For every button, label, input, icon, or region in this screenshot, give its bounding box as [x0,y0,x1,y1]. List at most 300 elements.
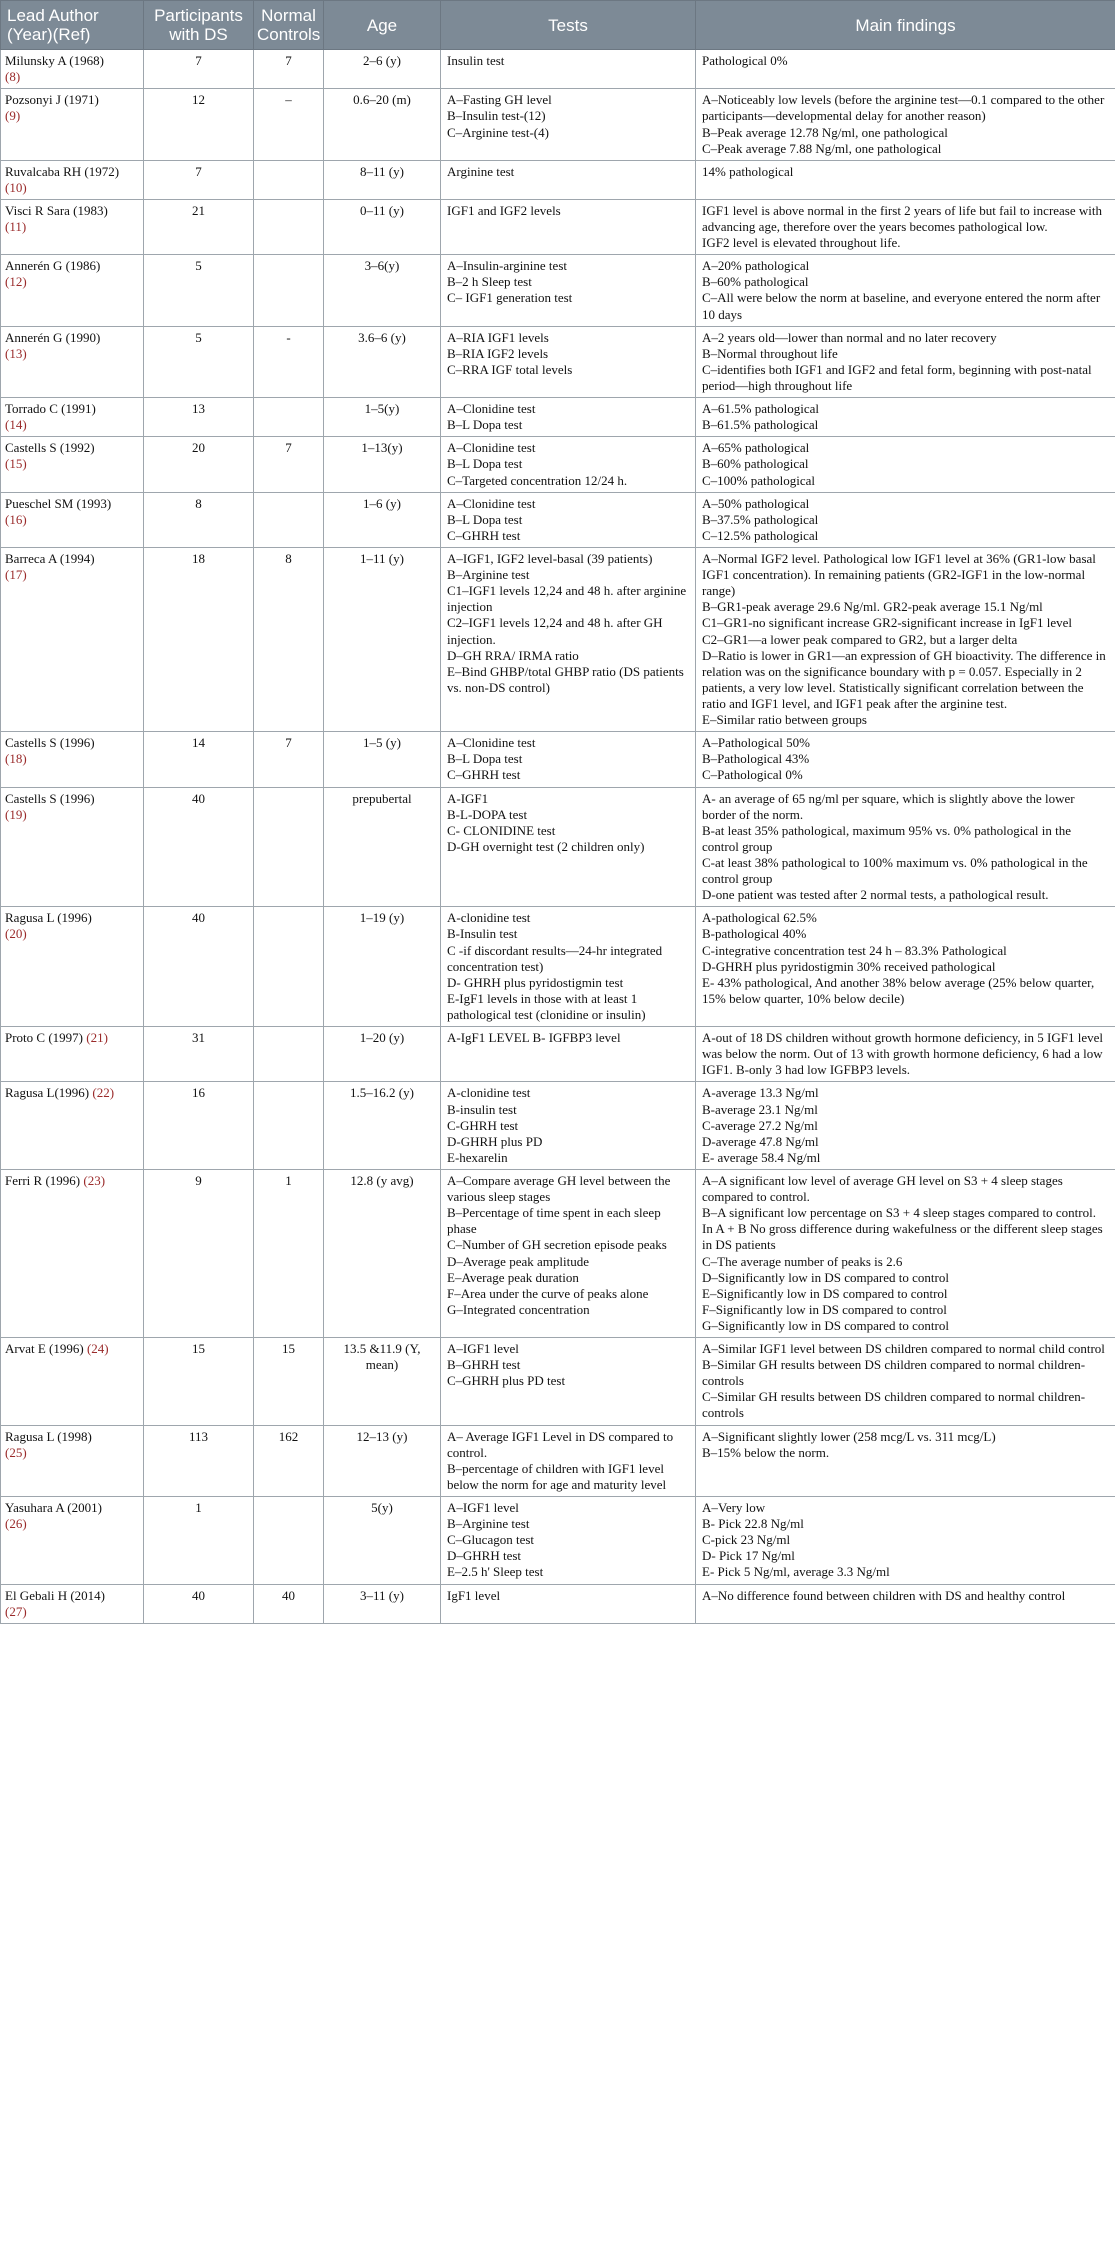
cell-controls [254,787,324,907]
cell-controls: 8 [254,548,324,732]
reference-link: (8) [5,69,21,85]
cell-participants: 8 [144,492,254,547]
cell-author [1,907,144,1027]
cell-controls: 7 [254,437,324,492]
test-line: A–Clonidine test [447,401,536,417]
test-line: A–Insulin-arginine test [447,258,567,274]
finding-line: A- an average of 65 ng/ml per square, which is slightly above the lower border of the norm. [702,790,1075,822]
cell-findings [696,1497,1115,1585]
cell-tests [441,1497,696,1585]
test-line: C-GHRH test [447,1117,519,1133]
cell-findings [696,787,1115,907]
test-line: A–IGF1, IGF2 level-basal (39 patients) [447,551,653,567]
author-name: Pozsonyi J (1971) [5,92,99,108]
test-line: C–Glucagon test [447,1532,535,1548]
finding-line: A–61.5% pathological [702,401,819,417]
test-line: C– IGF1 generation test [447,290,573,306]
table-row [1,50,1115,89]
table-row [1,1169,1115,1337]
reference-link: (23) [83,1172,106,1188]
test-line: F–Area under the curve of peaks alone [447,1285,649,1301]
cell-participants: 9 [144,1169,254,1337]
cell-author [1,1425,144,1496]
finding-line: C2–GR1—a lower peak compared to GR2, but a larger delta [702,631,1018,647]
cell-findings [696,1584,1115,1623]
test-line: A– Average IGF1 Level in DS compared to control. [447,1428,674,1460]
table-row [1,199,1115,254]
test-line: A–IGF1 level [447,1500,519,1516]
reference-link: (18) [5,751,27,767]
reference-link: (13) [5,345,27,361]
reference-link: (26) [5,1516,27,1532]
test-line: B-Insulin test [447,926,518,942]
test-line: B–Percentage of time spent in each sleep phase [447,1205,661,1237]
cell-participants: 13 [144,398,254,437]
test-line: B–Insulin test-(12) [447,108,546,124]
cell-author [1,160,144,199]
finding-line: A–Very low [702,1500,766,1516]
cell-participants: 7 [144,160,254,199]
test-line: E-hexarelin [447,1149,508,1165]
finding-line: C–Pathological 0% [702,767,803,783]
cell-age: 1–6 (y) [324,492,441,547]
cell-author [1,1584,144,1623]
cell-participants: 5 [144,255,254,326]
cell-controls: - [254,326,324,397]
cell-tests [441,492,696,547]
reference-link: (27) [5,1603,27,1619]
test-line: A–Compare average GH level between the various sleep stages [447,1172,671,1205]
cell-author [1,1497,144,1585]
test-line: B–L Dopa test [447,511,523,527]
table-row [1,1338,1115,1426]
cell-age: 3–11 (y) [324,1584,441,1623]
cell-findings [696,50,1115,89]
author-name: Barreca A (1994) [5,551,95,567]
cell-participants: 14 [144,732,254,787]
header-tests: Tests [441,1,696,50]
cell-controls [254,255,324,326]
cell-participants: 16 [144,1082,254,1170]
finding-line: B-at least 35% pathological, maximum 95% vs. 0% pathological in the control group [702,822,1071,854]
cell-controls [254,398,324,437]
cell-age: 1–11 (y) [324,548,441,732]
test-line: A-IgF1 LEVEL B- IGFBP3 level [447,1030,621,1046]
finding-line: A–Similar IGF1 level between DS children compared to normal child control [702,1341,1105,1357]
cell-tests [441,326,696,397]
cell-age: 1–19 (y) [324,907,441,1027]
cell-tests [441,1027,696,1082]
test-line: A–IGF1 level [447,1341,519,1357]
finding-line: A–Noticeably low levels (before the arginine test—0.1 compared to the other participants—developmental delay for another reason) [702,92,1105,124]
test-line: E–Bind GHBP/total GHBP ratio (DS patients vs. non-DS control) [447,663,684,695]
finding-line: A–20% pathological [702,258,810,274]
test-line: Arginine test [447,163,515,179]
cell-findings [696,548,1115,732]
finding-line: C-integrative concentration test 24 h – 83.3% Pathological [702,942,1007,958]
cell-author [1,255,144,326]
cell-author [1,89,144,160]
test-line: D- GHRH plus pyridostigmin test [447,974,624,990]
cell-participants: 40 [144,1584,254,1623]
cell-controls [254,160,324,199]
cell-controls [254,1082,324,1170]
test-line: E–Average peak duration [447,1269,579,1285]
table-row [1,398,1115,437]
finding-line: C–Peak average 7.88 Ng/ml, one pathological [702,140,942,156]
reference-link: (22) [92,1085,115,1101]
reference-link: (14) [5,417,27,433]
cell-findings [696,1338,1115,1426]
test-line: IGF1 and IGF2 levels [447,202,561,218]
test-line: A-clonidine test [447,910,531,926]
reference-link: (10) [5,179,27,195]
test-line: C–Targeted concentration 12/24 h. [447,472,628,488]
test-line: B–Arginine test [447,1516,530,1532]
cell-findings [696,1169,1115,1337]
test-line: IgF1 level [447,1587,501,1603]
author-name: Castells S (1996) [5,790,95,806]
author-name: Castells S (1992) [5,440,95,456]
cell-controls [254,1497,324,1585]
finding-line: A–A significant low level of average GH level on S3 + 4 sleep stages compared to control. [702,1172,1063,1205]
cell-tests [441,50,696,89]
cell-controls [254,1027,324,1082]
table-row [1,160,1115,199]
author-name: Annerén G (1986) [5,258,101,274]
table-row [1,1082,1115,1170]
cell-participants: 12 [144,89,254,160]
test-line: E-IgF1 levels in those with at least 1 pathological test (clonidine or insulin) [447,990,646,1022]
cell-controls [254,907,324,1027]
table-row [1,255,1115,326]
cell-findings [696,492,1115,547]
cell-controls: – [254,89,324,160]
test-line: B–percentage of children with IGF1 level below the norm for age and maturity level [447,1460,667,1492]
header-participants: Participants with DS [144,1,254,50]
cell-tests [441,1425,696,1496]
finding-line: E–Similar ratio between groups [702,712,867,728]
author-name: Yasuhara A (2001) [5,1500,102,1516]
table-row [1,787,1115,907]
cell-tests [441,548,696,732]
finding-line: E–Significantly low in DS compared to control [702,1285,948,1301]
test-line: C2–IGF1 levels 12,24 and 48 h. after GH injection. [447,615,663,647]
test-line: B-insulin test [447,1101,517,1117]
finding-line: E- 43% pathological, And another 38% below average (25% below quarter, 15% below quarter, 10% below decile) [702,974,1095,1006]
author-name: Ragusa L(1996) [5,1085,90,1101]
cell-author [1,732,144,787]
cell-tests [441,1584,696,1623]
finding-line: B–37.5% pathological [702,511,819,527]
cell-tests [441,1082,696,1170]
cell-participants: 7 [144,50,254,89]
cell-tests [441,907,696,1027]
cell-tests [441,199,696,254]
finding-line: A–Normal IGF2 level. Pathological low IGF1 level at 36% (GR1-low basal IGF1 concentration). In remaining patients (GR2-IGF1 in the low-normal range) [702,551,1096,599]
finding-line: D- Pick 17 Ng/ml [702,1548,795,1564]
cell-participants: 113 [144,1425,254,1496]
finding-line: A-average 13.3 Ng/ml [702,1085,819,1101]
cell-controls [254,199,324,254]
reference-link: (9) [5,108,21,124]
test-line: D-GHRH plus PD [447,1133,543,1149]
cell-findings [696,89,1115,160]
reference-link: (25) [5,1444,27,1460]
cell-age: 3.6–6 (y) [324,326,441,397]
test-line: B–RIA IGF2 levels [447,345,549,361]
finding-line: A–2 years old—lower than normal and no later recovery [702,329,997,345]
test-line: C–RRA IGF total levels [447,361,573,377]
finding-line: B–Peak average 12.78 Ng/ml, one pathological [702,124,948,140]
cell-age: 2–6 (y) [324,50,441,89]
test-line: B–L Dopa test [447,456,523,472]
cell-age: 12.8 (y avg) [324,1169,441,1337]
table-row [1,732,1115,787]
cell-findings [696,160,1115,199]
cell-age: 1–5 (y) [324,732,441,787]
finding-line: A–No difference found between children with DS and healthy control [702,1587,1066,1603]
table-row [1,1497,1115,1585]
test-line: A–RIA IGF1 levels [447,329,549,345]
test-line: D–GHRH test [447,1548,522,1564]
finding-line: A–65% pathological [702,440,810,456]
author-name: El Gebali H (2014) [5,1587,106,1603]
test-line: D–GH RRA/ IRMA ratio [447,647,579,663]
cell-controls [254,492,324,547]
author-name: Pueschel SM (1993) [5,495,112,511]
finding-line: C-average 27.2 Ng/ml [702,1117,818,1133]
cell-participants: 40 [144,787,254,907]
cell-participants: 31 [144,1027,254,1082]
cell-age: 0–11 (y) [324,199,441,254]
cell-participants: 21 [144,199,254,254]
test-line: C–GHRH test [447,527,521,543]
reference-link: (17) [5,567,27,583]
cell-age: 5(y) [324,1497,441,1585]
cell-tests [441,89,696,160]
finding-line: D–Significantly low in DS compared to control [702,1269,949,1285]
finding-line: B–15% below the norm. [702,1444,830,1460]
author-name: Annerén G (1990) [5,329,101,345]
cell-author [1,1169,144,1337]
finding-line: B–60% pathological [702,274,809,290]
test-line: B-L-DOPA test [447,806,528,822]
finding-line: B- Pick 22.8 Ng/ml [702,1516,804,1532]
finding-line: D-one patient was tested after 2 normal tests, a pathological result. [702,887,1049,903]
finding-line: IGF2 level is elevated throughout life. [702,235,901,251]
cell-controls: 40 [254,1584,324,1623]
cell-author [1,787,144,907]
finding-line: A-out of 18 DS children without growth hormone deficiency, in 5 IGF1 level was below the norm. Out of 13 with growth hormone deficiency, 6 had a low IGF1. B-only 3 had low IGFBP3 levels. [702,1030,1103,1078]
finding-line: B–Similar GH results between DS children compared to normal children- controls [702,1357,1086,1389]
cell-controls: 1 [254,1169,324,1337]
header-author: Lead Author (Year)(Ref) [1,1,144,50]
cell-findings [696,907,1115,1027]
finding-line: B–GR1-peak average 29.6 Ng/ml. GR2-peak average 15.1 Ng/ml [702,599,1043,615]
cell-age: 8–11 (y) [324,160,441,199]
cell-controls: 162 [254,1425,324,1496]
cell-findings [696,199,1115,254]
finding-line: A–Pathological 50% [702,735,810,751]
table-body [1,50,1115,1624]
cell-tests [441,255,696,326]
author-name: Milunsky A (1968) [5,53,104,69]
finding-line: C–Similar GH results between DS children compared to normal children- controls [702,1389,1086,1421]
test-line: A-IGF1 [447,790,489,806]
finding-line: B-pathological 40% [702,926,807,942]
table-row [1,89,1115,160]
author-name: Ragusa L (1998) [5,1428,92,1444]
cell-tests [441,1169,696,1337]
cell-findings [696,1425,1115,1496]
table-row [1,326,1115,397]
test-line: C1–IGF1 levels 12,24 and 48 h. after arginine injection [447,583,687,615]
cell-controls: 7 [254,50,324,89]
finding-line: C–identifies both IGF1 and IGF2 and fetal form, beginning with post-natal period—high throughout life [702,361,1092,394]
cell-age: 1–5(y) [324,398,441,437]
test-line: A–Clonidine test [447,440,536,456]
header-age: Age [324,1,441,50]
test-line: G–Integrated concentration [447,1301,590,1317]
cell-controls: 15 [254,1338,324,1426]
test-line: A-clonidine test [447,1085,531,1101]
finding-line: E- Pick 5 Ng/ml, average 3.3 Ng/ml [702,1564,890,1580]
cell-participants: 5 [144,326,254,397]
finding-line: G–Significantly low in DS compared to control [702,1317,949,1333]
finding-line: B–61.5% pathological [702,417,819,433]
finding-line: B–A significant low percentage on S3 + 4 sleep stages compared to control. In A + B No gross difference during wakefulness or the different sleep stages in DS patients [702,1205,1103,1253]
table-row [1,1584,1115,1623]
finding-line: C–12.5% pathological [702,527,819,543]
cell-findings [696,398,1115,437]
finding-line: A–Significant slightly lower (258 mcg/L vs. 311 mcg/L) [702,1428,996,1444]
cell-age: 0.6–20 (m) [324,89,441,160]
test-line: B–GHRH test [447,1357,521,1373]
reference-link: (15) [5,456,27,472]
cell-findings [696,255,1115,326]
cell-age: 13.5 &11.9 (Y, mean) [324,1338,441,1426]
test-line: B–Arginine test [447,567,530,583]
test-line: C–Number of GH secretion episode peaks [447,1237,667,1253]
author-name: Ruvalcaba RH (1972) [5,163,120,179]
test-line: D-GH overnight test (2 children only) [447,838,645,854]
header-controls: Normal Controls [254,1,324,50]
table-header [1,1,1115,50]
test-line: B–L Dopa test [447,417,523,433]
reference-link: (24) [86,1341,109,1357]
test-line: A–Clonidine test [447,735,536,751]
cell-author [1,1338,144,1426]
reference-link: (19) [5,806,27,822]
finding-line: C–The average number of peaks is 2.6 [702,1253,903,1269]
cell-participants: 40 [144,907,254,1027]
cell-age: 1–13(y) [324,437,441,492]
test-line: C–Arginine test-(4) [447,124,549,140]
finding-line: C-at least 38% pathological to 100% maximum vs. 0% pathological in the control group [702,854,1088,887]
cell-tests [441,732,696,787]
finding-line: A–50% pathological [702,495,810,511]
finding-line: F–Significantly low in DS compared to control [702,1301,947,1317]
cell-author [1,1082,144,1170]
table-row [1,1425,1115,1496]
author-name: Visci R Sara (1983) [5,202,108,218]
test-line: C -if discordant results—24-hr integrated concentration test) [447,942,663,974]
finding-line: D-average 47.8 Ng/ml [702,1133,819,1149]
finding-line: C1–GR1-no significant increase GR2-significant increase in IgF1 level [702,615,1073,631]
test-line: B–2 h Sleep test [447,274,532,290]
test-line: Insulin test [447,53,505,69]
author-name: Ferri R (1996) [5,1172,81,1188]
test-line: D–Average peak amplitude [447,1253,589,1269]
cell-author [1,398,144,437]
finding-line: Pathological 0% [702,53,788,69]
cell-participants: 1 [144,1497,254,1585]
cell-controls: 7 [254,732,324,787]
finding-line: B-average 23.1 Ng/ml [702,1101,818,1117]
cell-author [1,50,144,89]
table-row [1,548,1115,732]
finding-line: 14% pathological [702,163,794,179]
cell-age: prepubertal [324,787,441,907]
cell-findings [696,732,1115,787]
cell-tests [441,160,696,199]
author-name: Castells S (1996) [5,735,95,751]
cell-participants: 20 [144,437,254,492]
test-line: C- CLONIDINE test [447,822,556,838]
table-row [1,907,1115,1027]
reference-link: (21) [86,1030,108,1046]
cell-findings [696,1027,1115,1082]
cell-tests [441,1338,696,1426]
header-row [1,1,1115,50]
cell-findings [696,1082,1115,1170]
cell-tests [441,787,696,907]
test-line: A–Fasting GH level [447,92,552,108]
cell-tests [441,398,696,437]
cell-author [1,492,144,547]
finding-line: C–All were below the norm at baseline, and everyone entered the norm after 10 days [702,290,1101,322]
cell-age: 12–13 (y) [324,1425,441,1496]
finding-line: E- average 58.4 Ng/ml [702,1149,821,1165]
author-name: Ragusa L (1996) [5,910,92,926]
header-findings: Main findings [696,1,1115,50]
test-line: E–2.5 h' Sleep test [447,1564,544,1580]
finding-line: C-pick 23 Ng/ml [702,1532,791,1548]
finding-line: IGF1 level is above normal in the first 2 years of life but fail to increase with advancing age, therefore over the years becomes pathological low. [702,202,1102,235]
finding-line: B–Pathological 43% [702,751,810,767]
test-line: C–GHRH test [447,767,521,783]
cell-age: 1.5–16.2 (y) [324,1082,441,1170]
reference-link: (12) [5,274,27,290]
finding-line: D-GHRH plus pyridostigmin 30% received pathological [702,958,996,974]
test-line: C–GHRH plus PD test [447,1373,566,1389]
author-name: Proto C (1997) [5,1030,83,1046]
finding-line: B–Normal throughout life [702,345,838,361]
cell-age: 3–6(y) [324,255,441,326]
table-row [1,437,1115,492]
table-row [1,1027,1115,1082]
table-row [1,492,1115,547]
reference-link: (16) [5,511,27,527]
reference-link: (11) [5,219,27,235]
cell-findings [696,326,1115,397]
cell-author [1,326,144,397]
cell-participants: 15 [144,1338,254,1426]
finding-line: B–60% pathological [702,456,809,472]
finding-line: C–100% pathological [702,472,816,488]
cell-author [1,1027,144,1082]
